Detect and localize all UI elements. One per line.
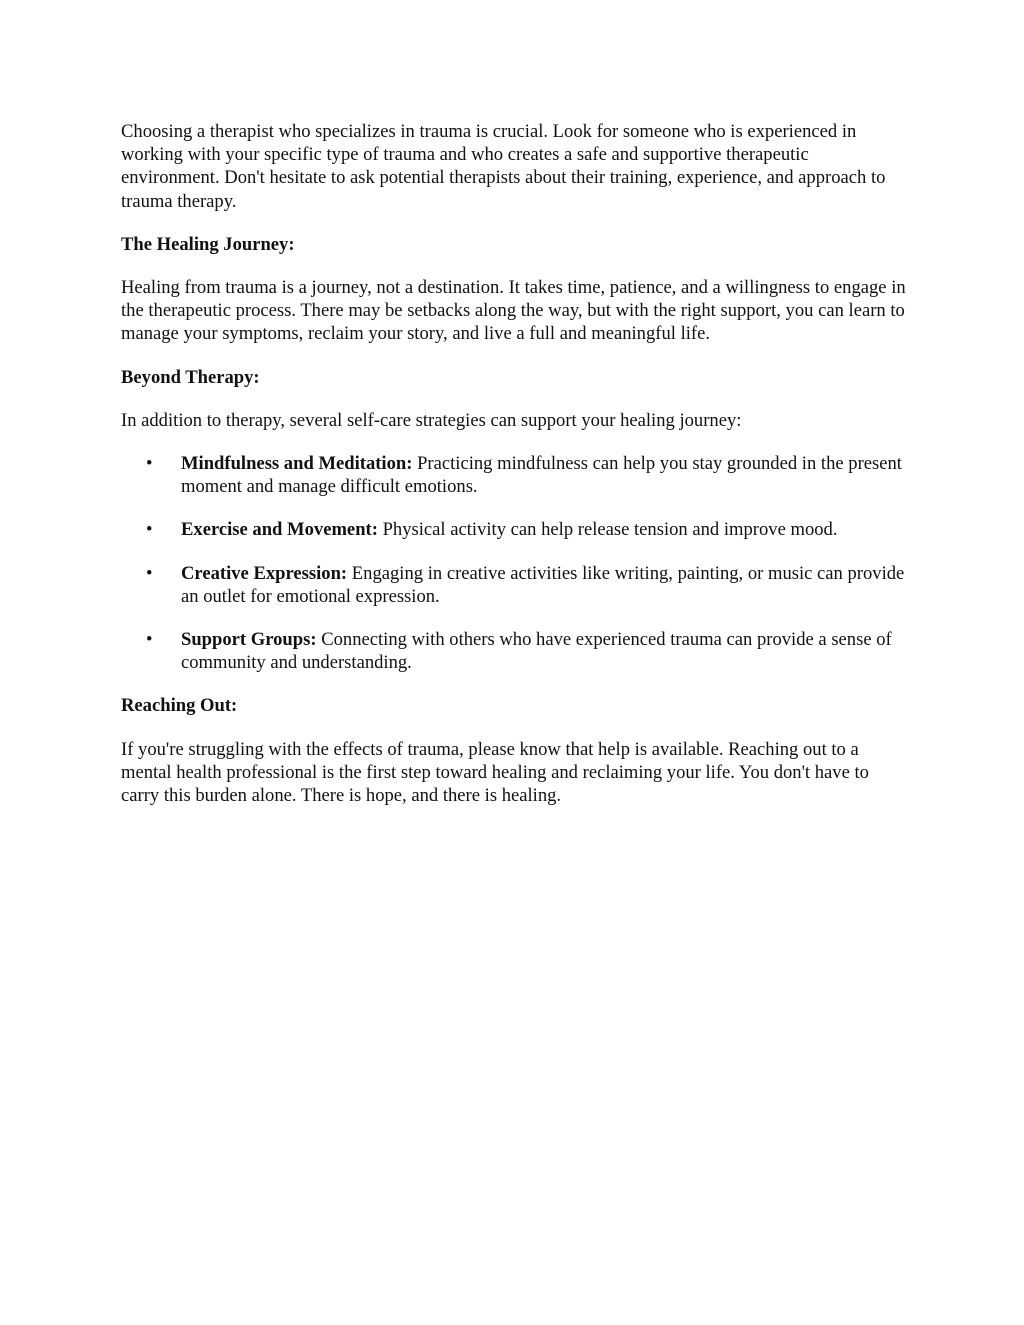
bullet-icon: •: [146, 519, 153, 541]
bullet-icon: •: [146, 629, 153, 651]
list-item: [121, 628, 911, 674]
list-item-term: Exercise and Movement:: [181, 519, 378, 541]
list-item-text: Practicing mindfulness can help you stay grounded in the present moment and manage difficult emotions.: [181, 453, 902, 498]
healing-journey-paragraph: Healing from trauma is a journey, not a destination. It takes time, patience, and a willingness to engage in the therapeutic process. There may be setbacks along the way, but with the right support, you can learn to manage your symptoms, reclaim your story, and live a full and meaningful life.: [121, 277, 906, 345]
reaching-out-heading: Reaching Out:: [121, 695, 238, 717]
beyond-therapy-intro: In addition to therapy, several self-care strategies can support your healing journey:: [121, 409, 742, 431]
list-item: [121, 518, 911, 541]
document-body: [121, 120, 911, 827]
bullet-icon: •: [146, 453, 153, 475]
list-item: [121, 562, 911, 608]
list-item-text: Connecting with others who have experienced trauma can provide a sense of community and understanding.: [181, 629, 892, 674]
list-item-text: Engaging in creative activities like writing, painting, or music can provide an outlet for emotional expression.: [181, 562, 905, 607]
list-item-text: Physical activity can help release tension and improve mood.: [382, 519, 838, 541]
self-care-list: [121, 452, 911, 674]
beyond-therapy-heading: Beyond Therapy:: [121, 366, 260, 388]
intro-paragraph: Choosing a therapist who specializes in trauma is crucial. Look for someone who is experienced in working with your specific type of trauma and who creates a safe and supportive therapeutic environment. Don't hesitate to ask potential therapists about their training, experience, and approach to trauma therapy.: [121, 121, 886, 212]
list-item-term: Mindfulness and Meditation:: [181, 453, 413, 475]
list-item-term: Support Groups:: [181, 629, 317, 651]
bullet-icon: •: [146, 562, 153, 584]
list-item-term: Creative Expression:: [181, 562, 348, 584]
healing-journey-heading: The Healing Journey:: [121, 233, 295, 255]
reaching-out-paragraph: If you're struggling with the effects of trauma, please know that help is available. Reaching out to a mental health professional is the first step toward healing and reclaiming your life. You don't have to carry this burden alone. There is hope, and there is healing.: [121, 738, 869, 807]
list-item: [121, 452, 911, 498]
